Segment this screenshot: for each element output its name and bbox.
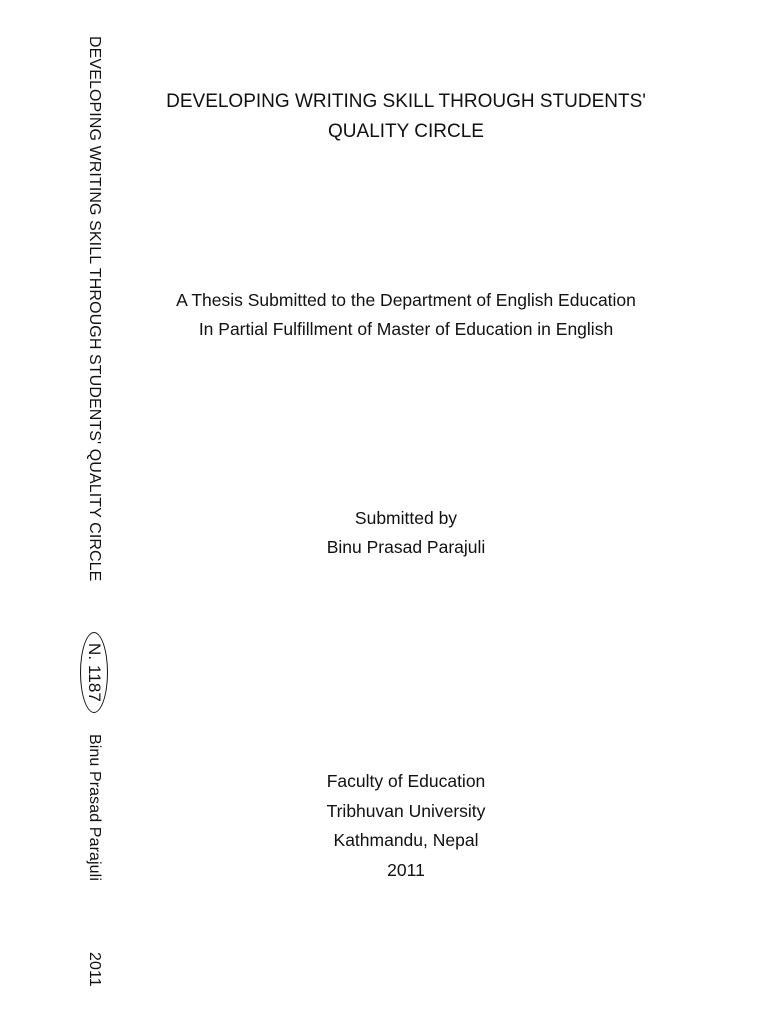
institution-block — [124, 767, 688, 885]
thesis-title-line-1: DEVELOPING WRITING SKILL THROUGH STUDENTS' — [166, 91, 646, 112]
thesis-title-line-2: QUALITY CIRCLE — [328, 121, 484, 142]
faculty-name: Faculty of Education — [326, 771, 486, 791]
submitted-by-block — [124, 504, 688, 562]
thesis-statement-line-1: A Thesis Submitted to the Department of English Education — [176, 290, 636, 310]
submitted-by-label: Submitted by — [354, 508, 458, 528]
location: Kathmandu, Nepal — [333, 830, 479, 850]
year: 2011 — [387, 859, 425, 880]
thesis-title — [124, 87, 688, 147]
university-name: Tribhuvan University — [326, 800, 486, 821]
thesis-statement-line-2: In Partial Fulfillment of Master of Education in English — [198, 319, 614, 339]
spine-title: DEVELOPING WRITING SKILL THROUGH STUDENTS' QUALITY CIRCLE — [86, 36, 103, 582]
author-name: Binu Prasad Parajuli — [326, 537, 486, 557]
spine-catalog-number: N. 1187 — [80, 632, 108, 713]
spine-author: Binu Prasad Parajuli — [86, 734, 103, 881]
spine-year: 2011 — [86, 952, 103, 987]
thesis-statement — [124, 286, 688, 344]
